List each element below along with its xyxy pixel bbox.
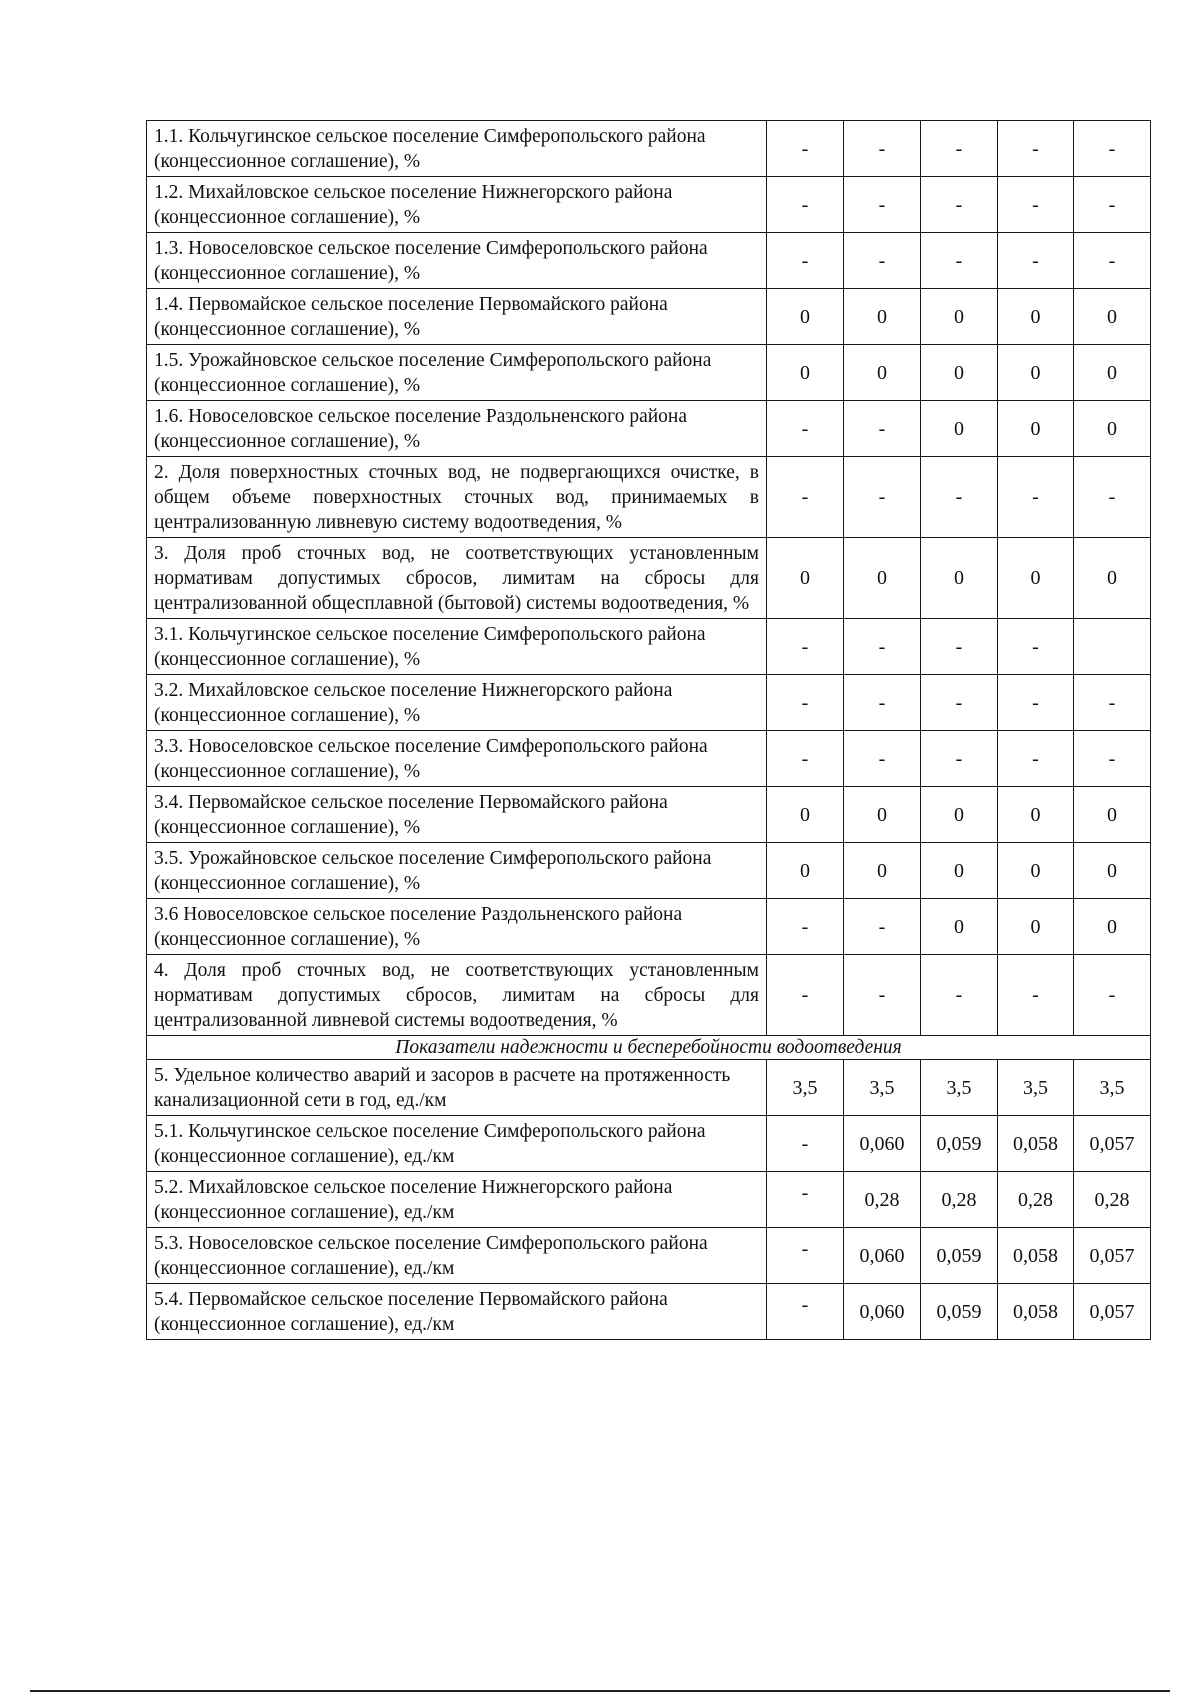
value-cell: -: [767, 177, 844, 233]
value-cell: 0,057: [1074, 1284, 1151, 1340]
page-bottom-rule: [30, 1690, 1170, 1692]
table-row: [147, 731, 1151, 787]
value-cell: -: [844, 675, 921, 731]
indicator-label: 5.2. Михайловское сельское поселение Нижнегорского района (концессионное соглашение), ед./км: [147, 1172, 767, 1228]
table-row: [147, 1116, 1151, 1172]
value-cell: 0: [767, 538, 844, 619]
value-cell: -: [921, 233, 998, 289]
value-cell: -: [1074, 457, 1151, 538]
value-cell: 3,5: [998, 1060, 1074, 1116]
value-cell: 0,057: [1074, 1116, 1151, 1172]
indicator-label: 1.1. Кольчугинское сельское поселение Симферопольского района (концессионное соглашение), %: [147, 121, 767, 177]
indicators-table: [146, 120, 1151, 1340]
value-cell: -: [921, 457, 998, 538]
value-cell: -: [921, 121, 998, 177]
value-cell: 0: [998, 899, 1074, 955]
value-cell: 0: [767, 345, 844, 401]
value-cell: 0,059: [921, 1284, 998, 1340]
value-cell: -: [1074, 233, 1151, 289]
table-row: [147, 289, 1151, 345]
value-cell: -: [844, 177, 921, 233]
table-row: [147, 1228, 1151, 1284]
value-cell: -: [998, 955, 1074, 1036]
value-cell: 0: [1074, 843, 1151, 899]
value-cell: -: [998, 233, 1074, 289]
value-cell: 0: [921, 538, 998, 619]
indicator-label: 3.3. Новоселовское сельское поселение Симферопольского района (концессионное соглашение), %: [147, 731, 767, 787]
value-cell: -: [767, 457, 844, 538]
value-cell: 0: [767, 787, 844, 843]
value-cell: -: [921, 731, 998, 787]
value-cell: 0,057: [1074, 1228, 1151, 1284]
indicator-label: 1.4. Первомайское сельское поселение Первомайского района (концессионное соглашение), %: [147, 289, 767, 345]
value-cell: -: [1074, 121, 1151, 177]
value-cell: -: [998, 675, 1074, 731]
value-cell: 0: [921, 401, 998, 457]
value-cell: 0: [844, 787, 921, 843]
table-row: [147, 1284, 1151, 1340]
indicator-label: 3.4. Первомайское сельское поселение Первомайского района (концессионное соглашение), %: [147, 787, 767, 843]
value-cell: 0: [998, 345, 1074, 401]
value-cell: 0,28: [844, 1172, 921, 1228]
table-row: [147, 345, 1151, 401]
value-cell: 0,28: [998, 1172, 1074, 1228]
value-cell: -: [844, 457, 921, 538]
value-cell: -: [921, 177, 998, 233]
table-row: [147, 1060, 1151, 1116]
value-cell: 0,059: [921, 1116, 998, 1172]
value-cell: 0: [844, 538, 921, 619]
table-row: [147, 1172, 1151, 1228]
table-row: [147, 177, 1151, 233]
value-cell: -: [844, 899, 921, 955]
value-cell: [1074, 619, 1151, 675]
value-cell: 0: [844, 843, 921, 899]
value-cell: 0,058: [998, 1284, 1074, 1340]
value-cell: -: [921, 955, 998, 1036]
value-cell: 0: [921, 345, 998, 401]
value-cell: -: [767, 1116, 844, 1172]
value-cell: -: [767, 675, 844, 731]
value-cell: -: [767, 1284, 844, 1340]
value-cell: 0: [921, 843, 998, 899]
value-cell: 0,058: [998, 1116, 1074, 1172]
value-cell: 0: [998, 289, 1074, 345]
value-cell: 0,060: [844, 1116, 921, 1172]
table-body: [147, 121, 1151, 1340]
indicator-label: 3.1. Кольчугинское сельское поселение Симферопольского района (концессионное соглашение), %: [147, 619, 767, 675]
value-cell: 0,060: [844, 1228, 921, 1284]
value-cell: 0: [998, 843, 1074, 899]
indicator-label: 5.1. Кольчугинское сельское поселение Симферопольского района (концессионное соглашение), ед./км: [147, 1116, 767, 1172]
table-row: [147, 538, 1151, 619]
value-cell: -: [998, 177, 1074, 233]
indicator-label: 5.4. Первомайское сельское поселение Первомайского района (концессионное соглашение), ед./км: [147, 1284, 767, 1340]
value-cell: -: [998, 457, 1074, 538]
indicator-label: 2. Доля поверхностных сточных вод, не подвергающихся очистке, в общем объеме поверхностных сточных вод, принимаемых в централизованную ливневую систему водоотведения, %: [147, 457, 767, 538]
table-row: [147, 121, 1151, 177]
indicator-label: 3.2. Михайловское сельское поселение Нижнегорского района (концессионное соглашение), %: [147, 675, 767, 731]
value-cell: -: [998, 619, 1074, 675]
value-cell: 0,060: [844, 1284, 921, 1340]
value-cell: 0: [767, 289, 844, 345]
indicator-label: 1.6. Новоселовское сельское поселение Раздольненского района (концессионное соглашение), %: [147, 401, 767, 457]
value-cell: 0: [1074, 345, 1151, 401]
value-cell: -: [767, 121, 844, 177]
value-cell: -: [921, 675, 998, 731]
value-cell: 0: [1074, 787, 1151, 843]
value-cell: -: [767, 899, 844, 955]
value-cell: 0,28: [1074, 1172, 1151, 1228]
value-cell: -: [844, 619, 921, 675]
value-cell: -: [767, 731, 844, 787]
value-cell: -: [1074, 675, 1151, 731]
value-cell: -: [844, 401, 921, 457]
value-cell: 0: [1074, 401, 1151, 457]
value-cell: 0: [998, 538, 1074, 619]
value-cell: 0,058: [998, 1228, 1074, 1284]
table-row: [147, 899, 1151, 955]
value-cell: -: [844, 955, 921, 1036]
value-cell: -: [844, 121, 921, 177]
value-cell: -: [1074, 177, 1151, 233]
table-row: [147, 843, 1151, 899]
value-cell: 0,059: [921, 1228, 998, 1284]
table-row: [147, 955, 1151, 1036]
value-cell: -: [767, 1172, 844, 1228]
indicator-label: 3.5. Урожайновское сельское поселение Симферопольского района (концессионное соглашение), %: [147, 843, 767, 899]
table-row: [147, 675, 1151, 731]
table-row: [147, 619, 1151, 675]
section-header-row: [147, 1036, 1151, 1060]
value-cell: 0: [921, 289, 998, 345]
indicator-label: 3. Доля проб сточных вод, не соответствующих установленным нормативам допустимых сбросов, лимитам на сбросы для централизованной общесплавной (бытовой) системы водоотведения, %: [147, 538, 767, 619]
value-cell: -: [767, 955, 844, 1036]
value-cell: -: [921, 619, 998, 675]
indicator-label: 1.5. Урожайновское сельское поселение Симферопольского района (концессионное соглашение), %: [147, 345, 767, 401]
table-row: [147, 787, 1151, 843]
indicator-label: 1.2. Михайловское сельское поселение Нижнегорского района (концессионное соглашение), %: [147, 177, 767, 233]
value-cell: 0: [844, 289, 921, 345]
value-cell: 0: [998, 787, 1074, 843]
indicator-label: 3.6 Новоселовское сельское поселение Раздольненского района (концессионное соглашение), %: [147, 899, 767, 955]
value-cell: 3,5: [921, 1060, 998, 1116]
value-cell: 0: [921, 899, 998, 955]
value-cell: 0,28: [921, 1172, 998, 1228]
value-cell: 0: [1074, 538, 1151, 619]
value-cell: -: [844, 731, 921, 787]
value-cell: 0: [1074, 289, 1151, 345]
value-cell: 0: [921, 787, 998, 843]
section-header: Показатели надежности и бесперебойности водоотведения: [147, 1036, 1151, 1060]
indicator-label: 1.3. Новоселовское сельское поселение Симферопольского района (концессионное соглашение), %: [147, 233, 767, 289]
table-row: [147, 233, 1151, 289]
value-cell: -: [767, 1228, 844, 1284]
value-cell: -: [998, 121, 1074, 177]
table-row: [147, 401, 1151, 457]
value-cell: 3,5: [844, 1060, 921, 1116]
value-cell: -: [998, 731, 1074, 787]
value-cell: 3,5: [767, 1060, 844, 1116]
value-cell: -: [767, 619, 844, 675]
value-cell: 0: [844, 345, 921, 401]
value-cell: 0: [767, 843, 844, 899]
value-cell: 0: [1074, 899, 1151, 955]
value-cell: -: [1074, 731, 1151, 787]
value-cell: -: [844, 233, 921, 289]
value-cell: -: [767, 233, 844, 289]
table-row: [147, 457, 1151, 538]
indicator-label: 5. Удельное количество аварий и засоров в расчете на протяженность канализационной сети в год, ед./км: [147, 1060, 767, 1116]
value-cell: -: [1074, 955, 1151, 1036]
value-cell: 3,5: [1074, 1060, 1151, 1116]
indicator-label: 4. Доля проб сточных вод, не соответствующих установленным нормативам допустимых сбросов, лимитам на сбросы для централизованной ливневой системы водоотведения, %: [147, 955, 767, 1036]
value-cell: 0: [998, 401, 1074, 457]
indicator-label: 5.3. Новоселовское сельское поселение Симферопольского района (концессионное соглашение), ед./км: [147, 1228, 767, 1284]
value-cell: -: [767, 401, 844, 457]
